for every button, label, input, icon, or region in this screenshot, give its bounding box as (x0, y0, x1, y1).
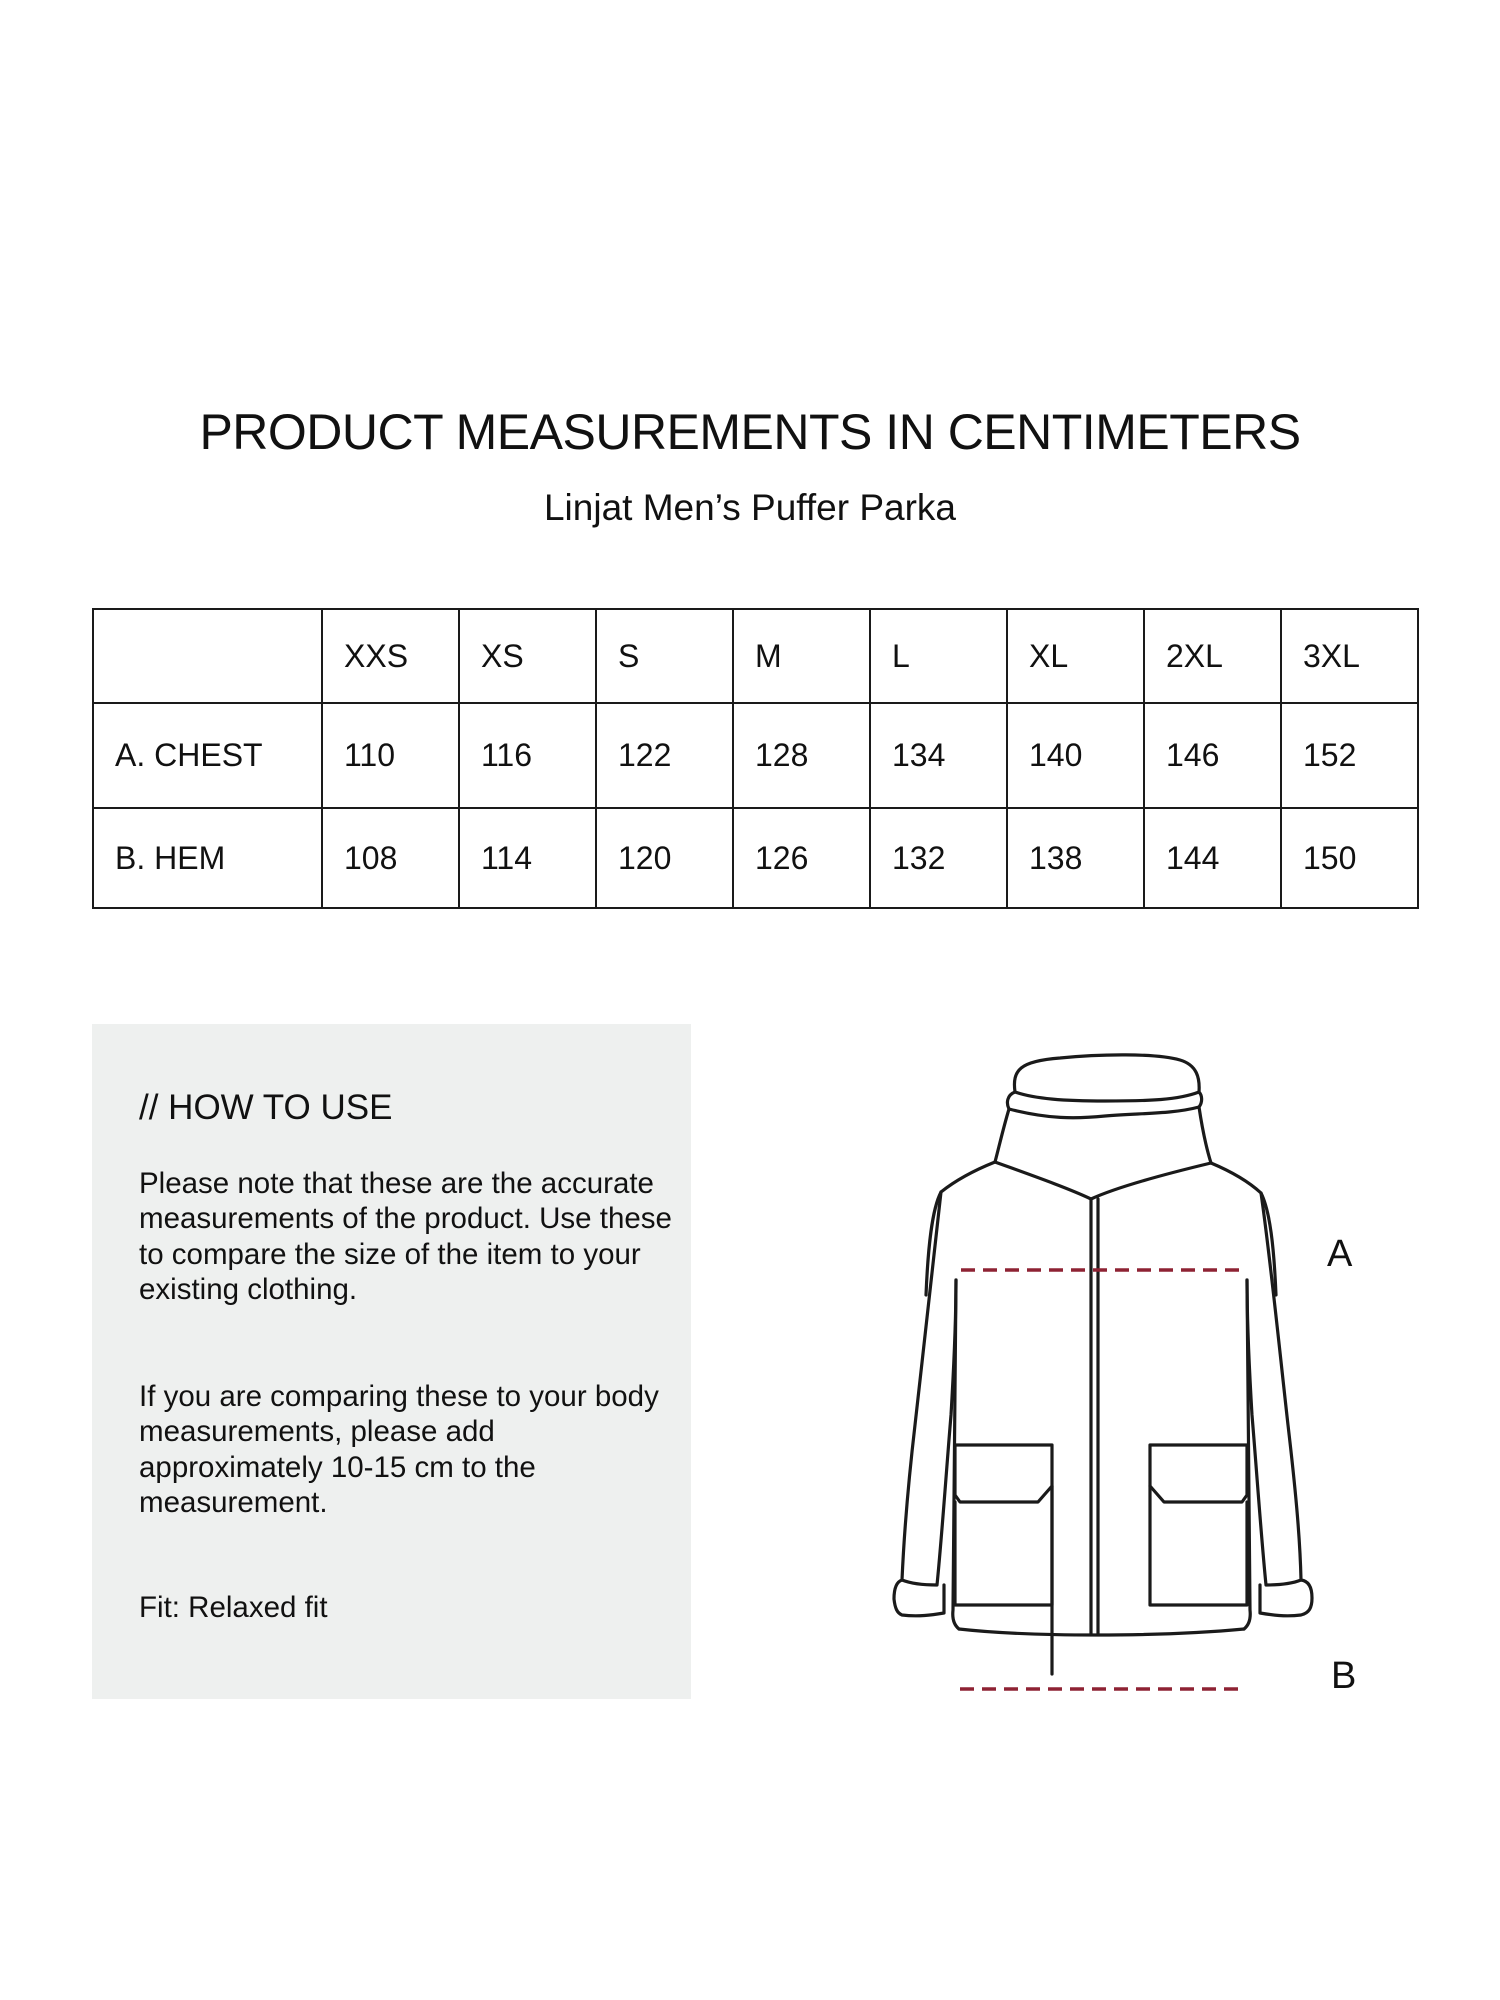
table-row-chest (93, 703, 1418, 808)
fit-note: Fit: Relaxed fit (139, 1591, 328, 1624)
left-pocket-box (955, 1486, 1052, 1605)
how-to-use-paragraph-2: If you are comparing these to your body measurements, please add approximately 10-15 cm to the measurement. (139, 1380, 659, 1519)
right-pocket (1150, 1445, 1247, 1502)
table-cell: 110 (322, 703, 459, 808)
table-cell: 138 (1007, 808, 1144, 908)
hem-marker-label: B (1331, 1655, 1357, 1697)
table-corner-cell (93, 609, 322, 703)
table-cell: 152 (1281, 703, 1418, 808)
size-header: L (870, 609, 1007, 703)
size-header: XS (459, 609, 596, 703)
table-cell: 126 (733, 808, 870, 908)
table-cell: 132 (870, 808, 1007, 908)
parka-diagram (860, 1015, 1400, 1715)
right-pocket-box (1150, 1486, 1247, 1605)
table-cell: 146 (1144, 703, 1281, 808)
size-header: XXS (322, 609, 459, 703)
hem (959, 1629, 1244, 1635)
table-cell: 108 (322, 808, 459, 908)
page-title: PRODUCT MEASUREMENTS IN CENTIMETERS (199, 404, 1301, 460)
table-cell: 116 (459, 703, 596, 808)
table-cell: 140 (1007, 703, 1144, 808)
product-name: Linjat Men’s Puffer Parka (543, 487, 957, 528)
center-front (1091, 1199, 1098, 1634)
how-to-use-panel (92, 1024, 691, 1699)
table-row-hem (93, 808, 1418, 908)
row-label-hem: B. HEM (93, 808, 322, 908)
how-to-use-heading: // HOW TO USE (139, 1088, 393, 1127)
table-cell: 120 (596, 808, 733, 908)
table-cell: 150 (1281, 808, 1418, 908)
table-cell: 114 (459, 808, 596, 908)
table-cell: 144 (1144, 808, 1281, 908)
table-cell: 128 (733, 703, 870, 808)
size-header: XL (1007, 609, 1144, 703)
hood-roll (1014, 1055, 1199, 1101)
table-cell: 122 (596, 703, 733, 808)
row-label-chest: A. CHEST (93, 703, 322, 808)
size-table (92, 608, 1419, 909)
chest-marker-label: A (1327, 1233, 1353, 1275)
size-header: 2XL (1144, 609, 1281, 703)
neckline (995, 1162, 1211, 1199)
table-cell: 134 (870, 703, 1007, 808)
table-header-row (93, 609, 1418, 703)
size-header: M (733, 609, 870, 703)
size-header: S (596, 609, 733, 703)
how-to-use-paragraph-1: Please note that these are the accurate measurements of the product. Use these to compare the size of the item to your existing clothing. (139, 1167, 672, 1306)
parka-illustration (860, 1015, 1400, 1715)
left-pocket (955, 1445, 1052, 1674)
size-header: 3XL (1281, 609, 1418, 703)
